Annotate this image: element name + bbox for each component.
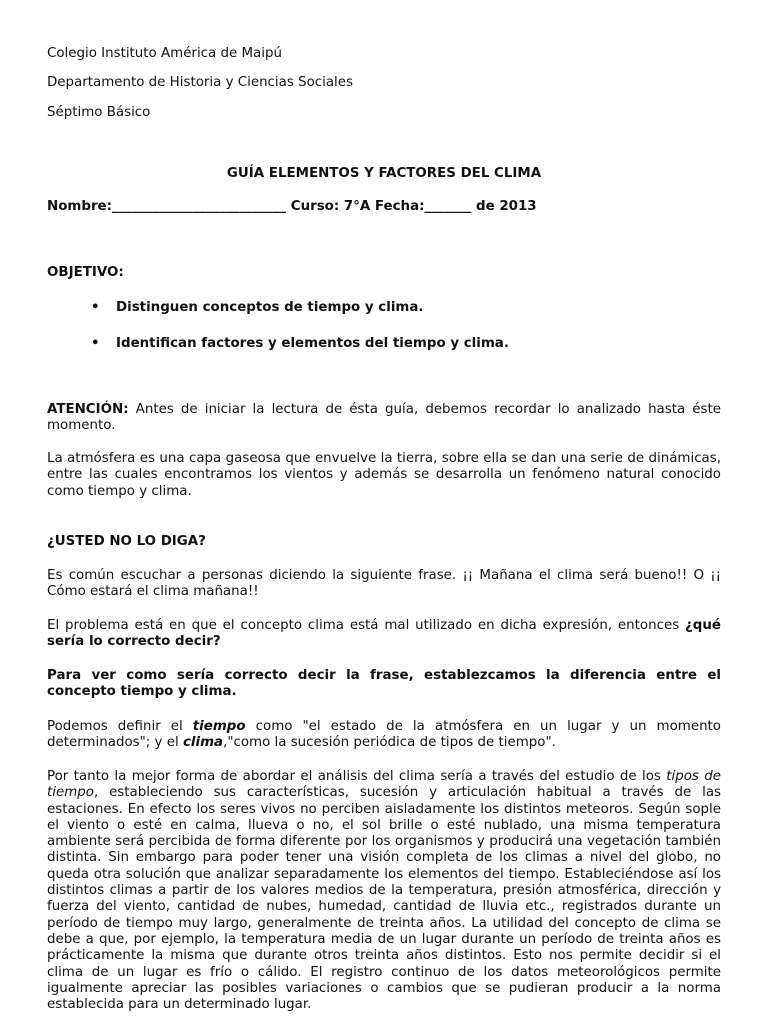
analysis-paragraph-clip — [47, 769, 721, 1024]
attention-label: ATENCIÓN: — [47, 402, 129, 417]
year-text: de 2013 — [471, 199, 537, 214]
definition-part-2: como "el estado de la atmósfera en un lugar y un momento determinados"; y el — [47, 719, 722, 751]
section-heading: ¿USTED NO LO DIGA? — [47, 534, 206, 549]
attention-paragraph — [47, 402, 721, 435]
problem-question: ¿qué sería lo correcto decir? — [47, 618, 721, 650]
analysis-italic: tipos de tiempo — [47, 769, 721, 801]
objective-label: OBJETIVO: — [47, 265, 124, 280]
school-name: Colegio Instituto América de Maipú — [47, 46, 282, 61]
common-phrase-paragraph: Es común escuchar a personas diciendo la siguiente frase. ¡¡ Mañana el clima será bueno!! O ¡¡ Cómo estará el clima mañana!! — [47, 568, 721, 600]
objective-list — [47, 299, 721, 371]
bullet-icon: • — [91, 300, 100, 315]
objective-item-text: Identifican factores y elementos del tiempo y clima. — [116, 336, 509, 351]
objective-item — [47, 299, 721, 335]
objective-item-text: Distinguen conceptos de tiempo y clima. — [116, 300, 424, 315]
guide-title: GUÍA ELEMENTOS Y FACTORES DEL CLIMA — [226, 166, 542, 181]
grade-level: Séptimo Básico — [47, 105, 151, 120]
definition-part-1: Podemos definir el — [47, 719, 193, 734]
department-name: Departamento de Historia y Ciencias Sociales — [47, 75, 353, 90]
term-clima: clima — [182, 735, 224, 751]
objective-item — [47, 335, 721, 371]
difference-heading: Para ver como sería correcto decir la frase, establezcamos la diferencia entre el concepto tiempo y clima. — [47, 668, 721, 700]
nombre-blank: __________________________ — [112, 199, 287, 214]
analysis-part-2: , estableciendo sus características, sucesión y articulación habitual a través de las estaciones. En efecto los seres vivos no perciben aisladamente los distintos meteoros. Según sople el viento o esté en calma, llueva o no, el sol brille o esté nublado, una misma temperatura ambiente será percibida de forma diferente por los organismos y producirá una vegetación también distinta. Sin embargo para poder tener una visión completa de los climas a nivel del globo, no queda otra solución que analizar separadamente los elementos del tiempo. Estableciéndose así los distintos climas a partir de los valores medios de la temperatura, presión atmosférica, dirección y fuerza del viento, cantidad de nubes, humedad, cantidad de lluvia etc., registrados durante un período de tiempo muy largo, generalmente de treinta años. La utilidad del concepto de clima se debe a que, por ejemplo, la temperatura media de un lugar durante un período de treinta años es prácticamente la misma que durante otros treinta años distintos. Esto nos permite decidir si el clima de un lugar es frío o cálido. El registro continuo de los datos meteorológicos permite igualmente apreciar las posibles variaciones o cambios que se pudieran producir a la norma establecida para un determinado lugar. — [47, 785, 721, 1013]
problem-paragraph — [47, 618, 721, 651]
definition-part-3: ,"como la sucesión periódica de tipos de tiempo". — [223, 735, 556, 751]
attention-text: Antes de iniciar la lectura de ésta guía, debemos recordar lo analizado hasta éste momento. — [47, 402, 721, 434]
problem-text: El problema está en que el concepto clima está mal utilizado en dicha expresión, entonces — [47, 618, 686, 633]
atmosphere-paragraph: La atmósfera es una capa gaseosa que envuelve la tierra, sobre ella se dan una serie de dinámicas, entre las cuales encontramos los vientos y además se desarrolla un fenómeno natural conocido como tiempo y clima. — [47, 451, 721, 499]
definition-paragraph — [47, 719, 721, 752]
nombre-label: Nombre: — [47, 199, 112, 214]
term-tiempo: tiempo — [192, 719, 246, 734]
bullet-icon: • — [91, 336, 100, 351]
analysis-paragraph — [47, 769, 721, 1013]
fecha-blank: _______ — [424, 199, 472, 214]
curso-fecha-label: Curso: 7°A Fecha: — [286, 199, 425, 214]
student-info-line — [47, 199, 537, 214]
analysis-part-1: Por tanto la mejor forma de abordar el análisis del clima sería a través del estudio de los — [47, 769, 667, 784]
